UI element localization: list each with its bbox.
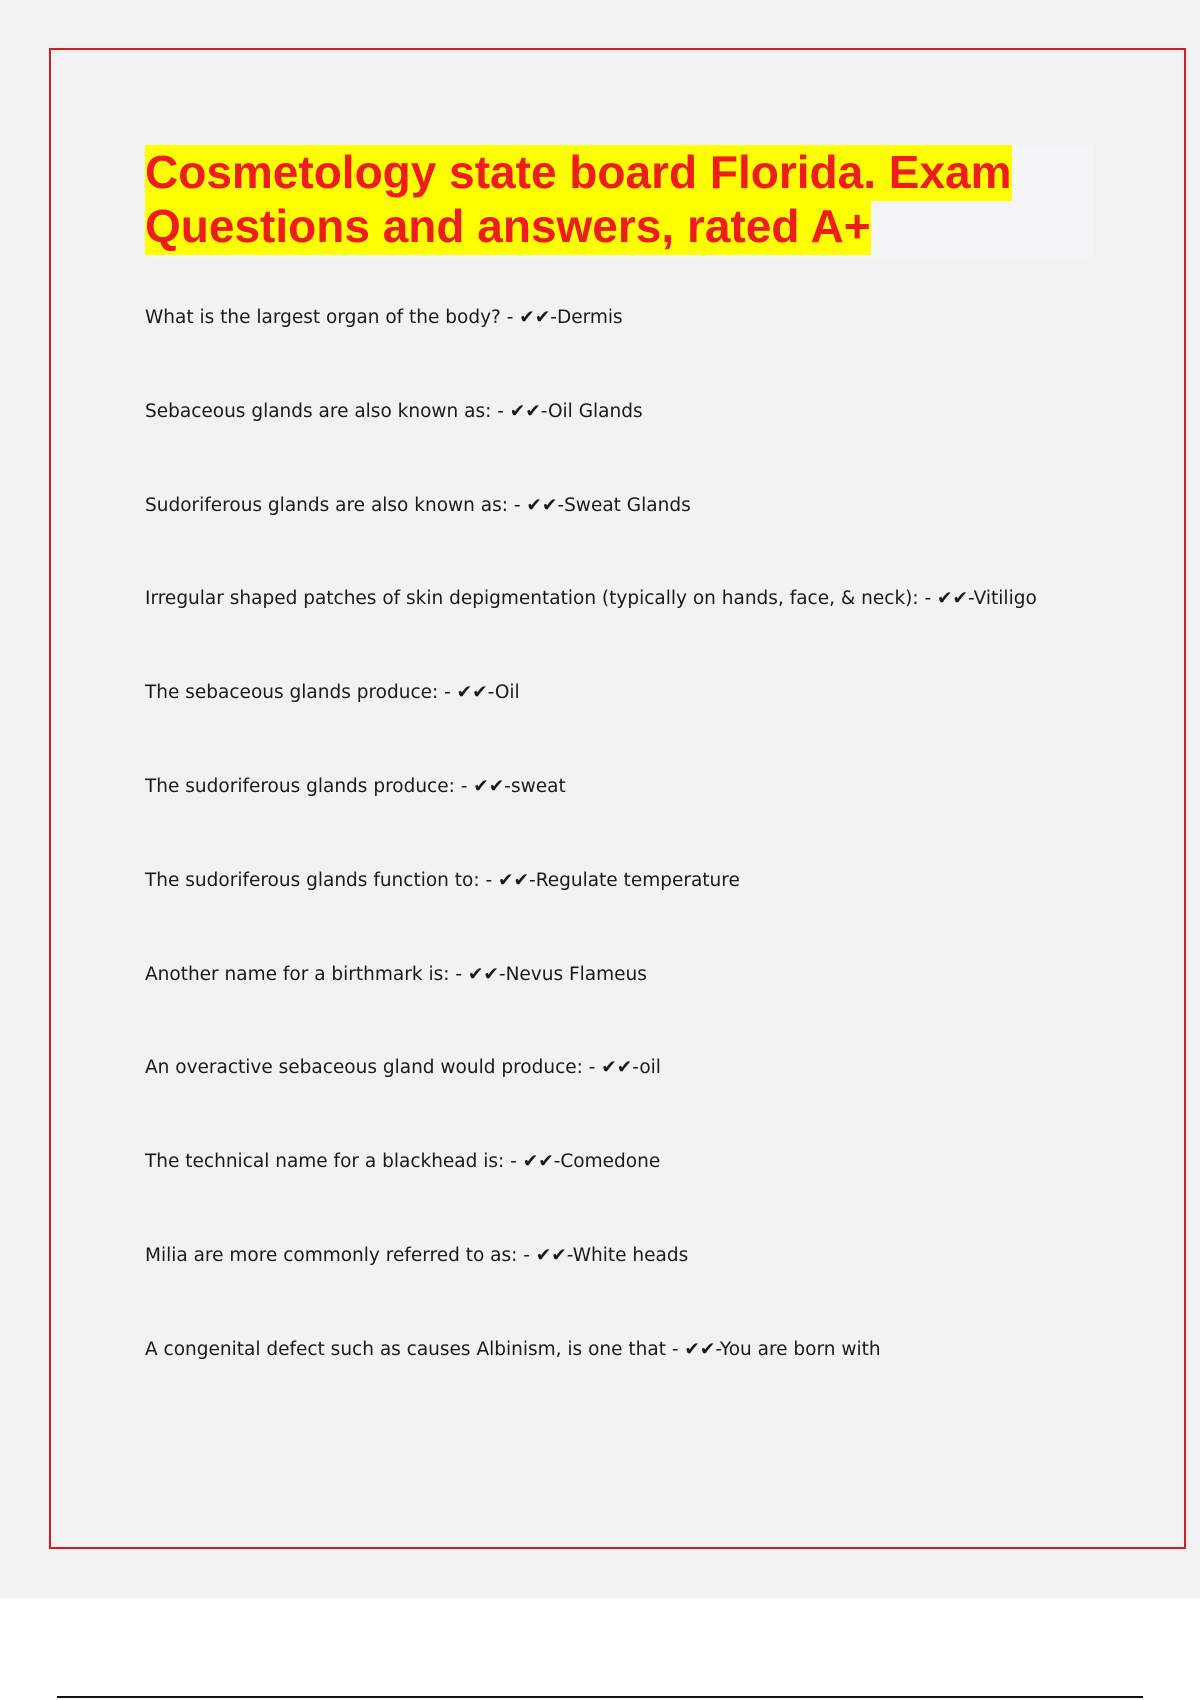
qa-item: A congenital defect such as causes Albinism, is one that - ✔✔-You are born with — [145, 1338, 881, 1360]
qa-item: Irregular shaped patches of skin depigmentation (typically on hands, face, & neck): - ✔✔-Vitiligo — [145, 588, 1037, 610]
qa-item: Sudoriferous glands are also known as: - ✔✔-Sweat Glands — [145, 494, 691, 516]
qa-item: Sebaceous glands are also known as: - ✔✔-Oil Glands — [145, 400, 643, 422]
document-title — [145, 145, 1093, 253]
qa-item: What is the largest organ of the body? - ✔✔-Dermis — [145, 307, 623, 328]
title-line-1: Cosmetology state board Florida. Exam — [145, 145, 1012, 201]
qa-item: An overactive sebaceous gland would produce: - ✔✔-oil — [145, 1057, 661, 1079]
qa-item: Milia are more commonly referred to as: - ✔✔-White heads — [145, 1244, 689, 1266]
title-block — [145, 145, 1093, 257]
qa-item: The sudoriferous glands function to: - ✔✔-Regulate temperature — [145, 869, 740, 891]
qa-item: The sebaceous glands produce: - ✔✔-Oil — [145, 682, 520, 704]
qa-item: The sudoriferous glands produce: - ✔✔-sweat — [145, 775, 566, 797]
qa-item: The technical name for a blackhead is: - ✔✔-Comedone — [145, 1151, 661, 1173]
bottom-divider — [57, 1696, 1143, 1698]
qa-list — [145, 300, 1037, 1426]
qa-item: Another name for a birthmark is: - ✔✔-Nevus Flameus — [145, 963, 647, 985]
title-line-2: Questions and answers, rated A+ — [145, 199, 871, 255]
